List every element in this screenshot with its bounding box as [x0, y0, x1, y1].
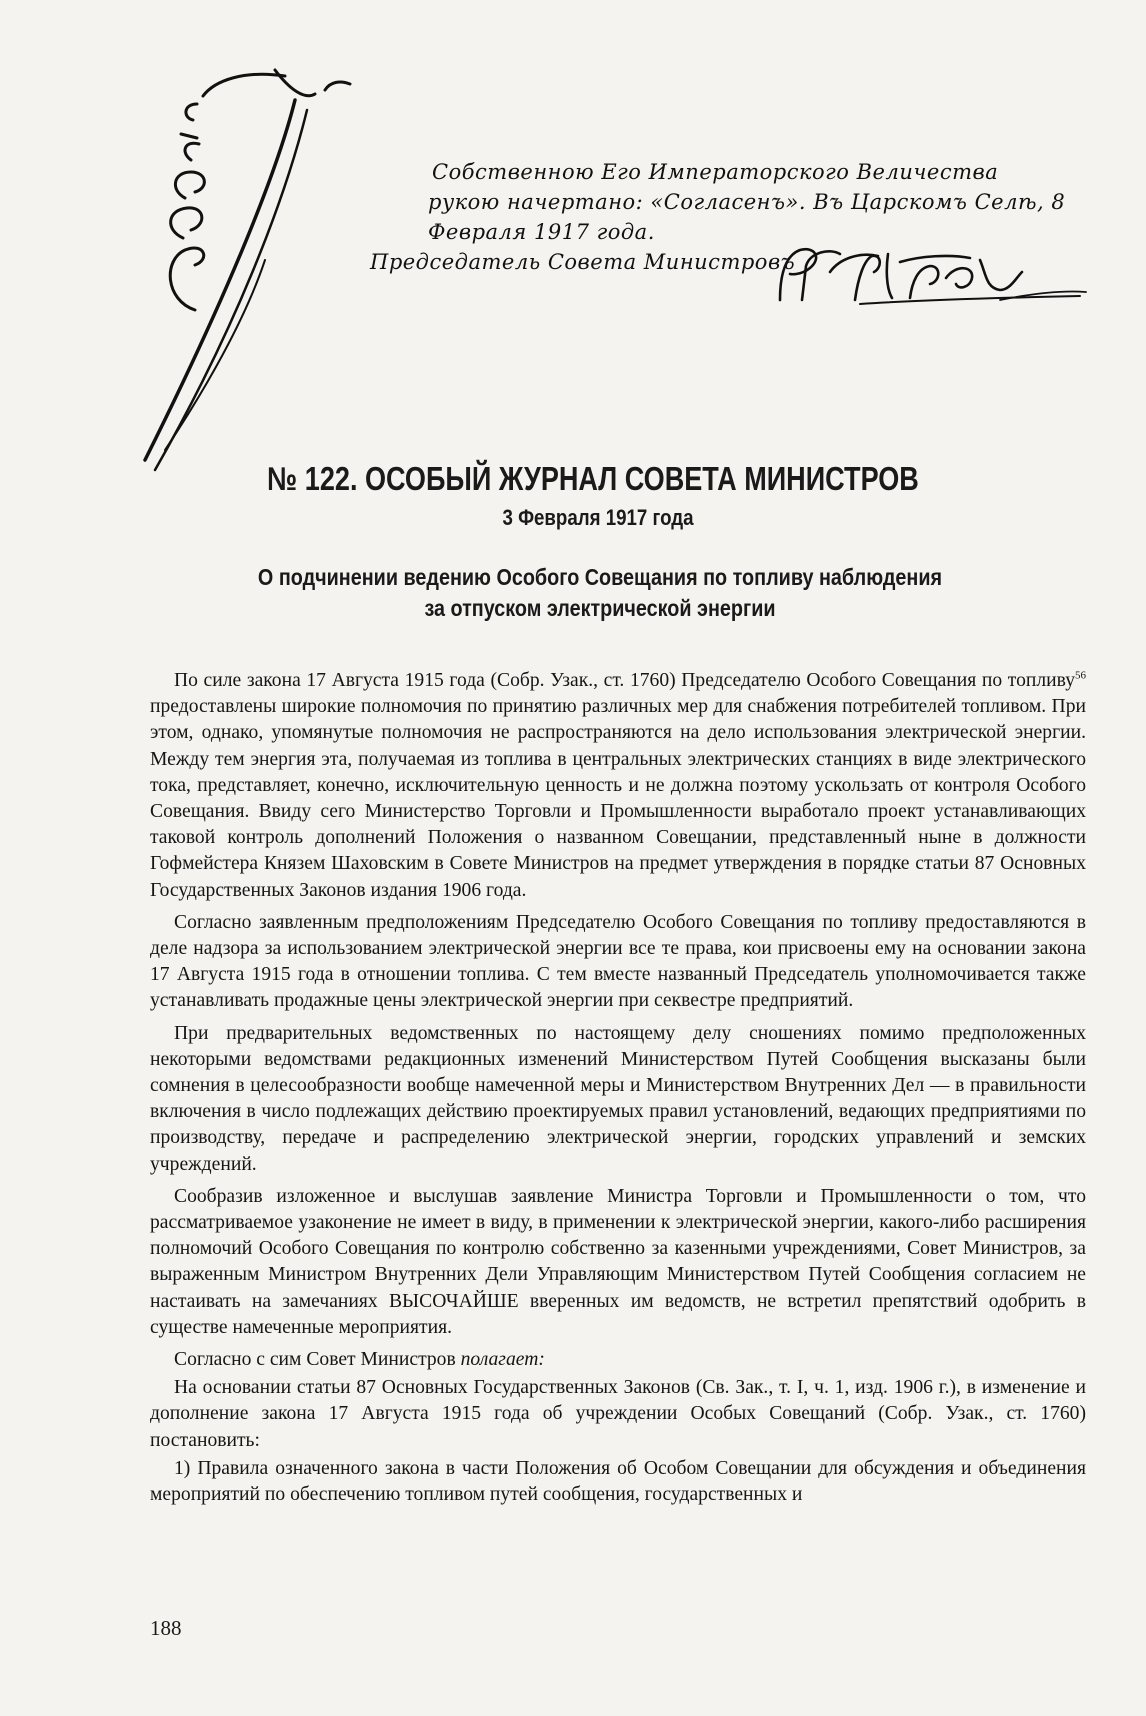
chairman-signature	[760, 238, 1090, 308]
paragraph-3: При предварительных ведомственных по настоящему делу сношениях помимо предположенных некоторыми ведомствами редакционных изменений Министерством Путей Сообщения высказаны были сомнения в целесообразности вообще намеченной меры и Министерством Внутренних Дел — в правильности включения в число подлежащих действию проектируемых правил установлений, ведающих предприятиями по производству, передаче и распределению электрической энергии, городских управлений и земских учреждений.	[150, 1022, 1086, 1175]
subtitle-line-2: за отпуском электрической энергии	[424, 595, 776, 621]
paragraph-2: Согласно заявленным предположениям Председателю Особого Совещания по топливу предоставляются в деле надзора за использованием электрической энергии все те права, кои присвоены ему на основании закона 17 Августа 1915 года в отношении топлива. С тем вместе названный Председатель уполномочивается также устанавливать продажные цены электрической энергии при секвестре предприятий.	[150, 911, 1086, 1012]
document-title: № 122. ОСОБЫЙ ЖУРНАЛ СОВЕТА МИНИСТРОВ	[267, 460, 919, 497]
resolution-line-2: рукою начертано: «Согласенъ». Въ Царскомъ Селѣ, 8	[428, 190, 1066, 214]
paragraph-5: Согласно с сим Совет Министров полагает:	[174, 1349, 545, 1371]
document-date: 3 Февраля 1917 года	[502, 505, 694, 530]
footnote-ref: 56	[1075, 669, 1086, 682]
margin-resolution-handwriting	[125, 60, 365, 480]
resolution-line-4: Председатель Совета Министровъ	[370, 250, 796, 274]
paragraph-1: По силе закона 17 Августа 1915 года (Собр. Узак., ст. 1760) Председателю Особого Совещания по топливу$^{56}$ предоставлены широкие полномочия по принятию различных мер для снабжения потребителей топливом. При этом, однако, упомянутые полномочия не распространяются на дело использования электрической энергии. Между тем энергия эта, получаемая из топлива в центральных электрических станциях в виде электрического тока, представляет, конечно, исключительную ценность и не должна поэтому ускользать от контроля Особого Совещания. Ввиду сего Министерство Торговли и Промышленности выработало проект устанавливающих таковой контроль дополнений Положения о названном Совещании, представленный ныне в должности Гофмейстера Князем Шаховским в Совете Министров на предмет утверждения в порядке статьи 87 Основных Государственных Законов издания 1906 года.	[150, 669, 1086, 901]
paragraph-6: На основании статьи 87 Основных Государственных Законов (Св. Зак., т. I, ч. 1, изд. 1906 г.), в изменение и дополнение закона 17 Августа 1915 года об учреждении Особых Совещаний (Собр. Узак., ст. 1760) постановить:	[150, 1377, 1086, 1451]
resolution-line-3: Февраля 1917 года.	[428, 220, 655, 244]
subtitle-line-1: О подчинении ведению Особого Совещания по топливу наблюдения	[257, 564, 943, 590]
document-subtitle	[196, 562, 1004, 624]
resolution-line-1: Собственною Его Императорского Величества	[432, 160, 999, 184]
document-body	[150, 668, 1086, 1510]
page-number: 188	[150, 1616, 182, 1640]
paragraph-4: Сообразив изложенное и выслушав заявление Министра Торговли и Промышленности о том, что рассматриваемое узаконение не имеет в виду, в применении к электрической энергии, какого-либо расширения полномочий Особого Совещания по контролю собственно за казенными учреждениями, Совет Министров, за выраженным Министром Внутренних Дели Управляющим Министерством Путей Сообщения согласием не настаивать на замечаниях ВЫСОЧАЙШЕ вверенных им ведомств, не встретил препятствий одобрить в существе намеченные мероприятия.	[150, 1185, 1086, 1338]
paragraph-7: 1) Правила означенного закона в части Положения об Особом Совещании для обсуждения и объединения мероприятий по обеспечению топливом путей сообщения, государственных и	[150, 1457, 1086, 1506]
